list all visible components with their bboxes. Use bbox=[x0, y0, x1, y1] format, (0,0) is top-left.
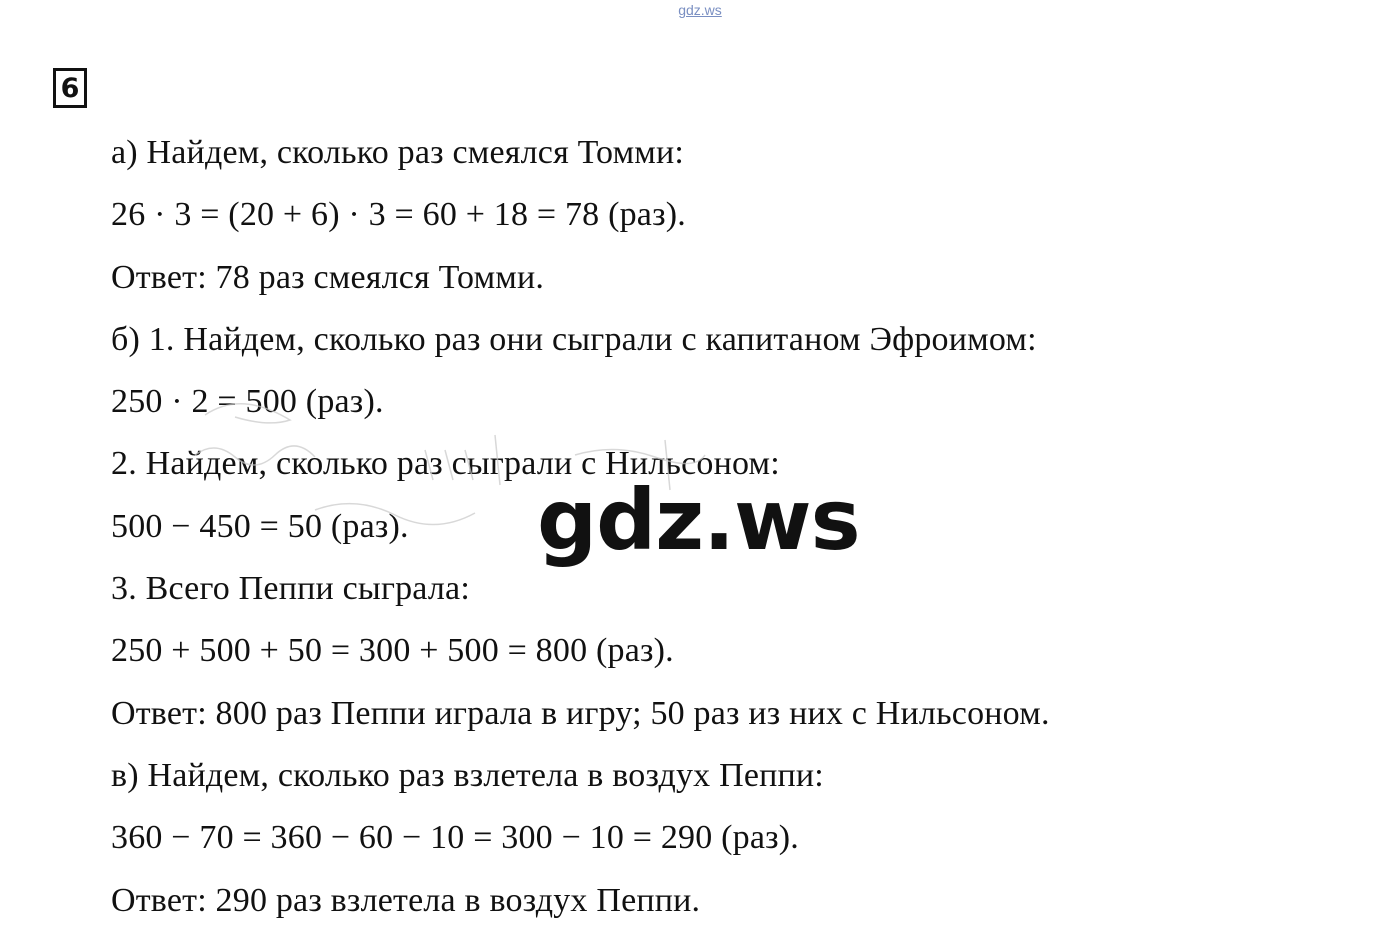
line-c-heading: в) Найдем, сколько раз взлетела в воздух Пеппи: bbox=[111, 756, 824, 794]
line-a-heading: а) Найдем, сколько раз смеялся Томми: bbox=[111, 134, 685, 171]
line-b-step2-heading: 2. Найдем, сколько раз сыграли с Нильсоном: bbox=[111, 445, 780, 483]
line-c-answer: Ответ: 290 раз взлетела в воздух Пеппи. bbox=[111, 881, 701, 919]
task-number-box: 6 bbox=[53, 68, 87, 108]
line-a-answer: Ответ: 78 раз смеялся Томми. bbox=[111, 258, 545, 296]
gdz-watermark: gdz.ws bbox=[537, 471, 860, 569]
line-b-step3-heading: 3. Всего Пеппи сыграла: bbox=[111, 570, 470, 608]
line-b-step2-calculation: 500 − 450 = 50 (раз). bbox=[111, 507, 409, 545]
line-c-calculation: 360 − 70 = 360 − 60 − 10 = 300 − 10 = 290 (раз). bbox=[111, 819, 799, 857]
line-b-step1-calculation: 250 · 2 = 500 (раз). bbox=[111, 383, 384, 421]
line-b-step3-calculation: 250 + 500 + 50 = 300 + 500 = 800 (раз). bbox=[111, 632, 674, 670]
line-b-answer: Ответ: 800 раз Пеппи играла в игру; 50 раз из них с Нильсоном. bbox=[111, 694, 1050, 732]
top-watermark-link[interactable]: gdz.ws bbox=[678, 2, 722, 18]
line-b-step1-heading: б) 1. Найдем, сколько раз они сыграли с капитаном Эфроимом: bbox=[111, 320, 1037, 358]
line-a-calculation: 26 · 3 = (20 + 6) · 3 = 60 + 18 = 78 (раз). bbox=[111, 196, 686, 234]
